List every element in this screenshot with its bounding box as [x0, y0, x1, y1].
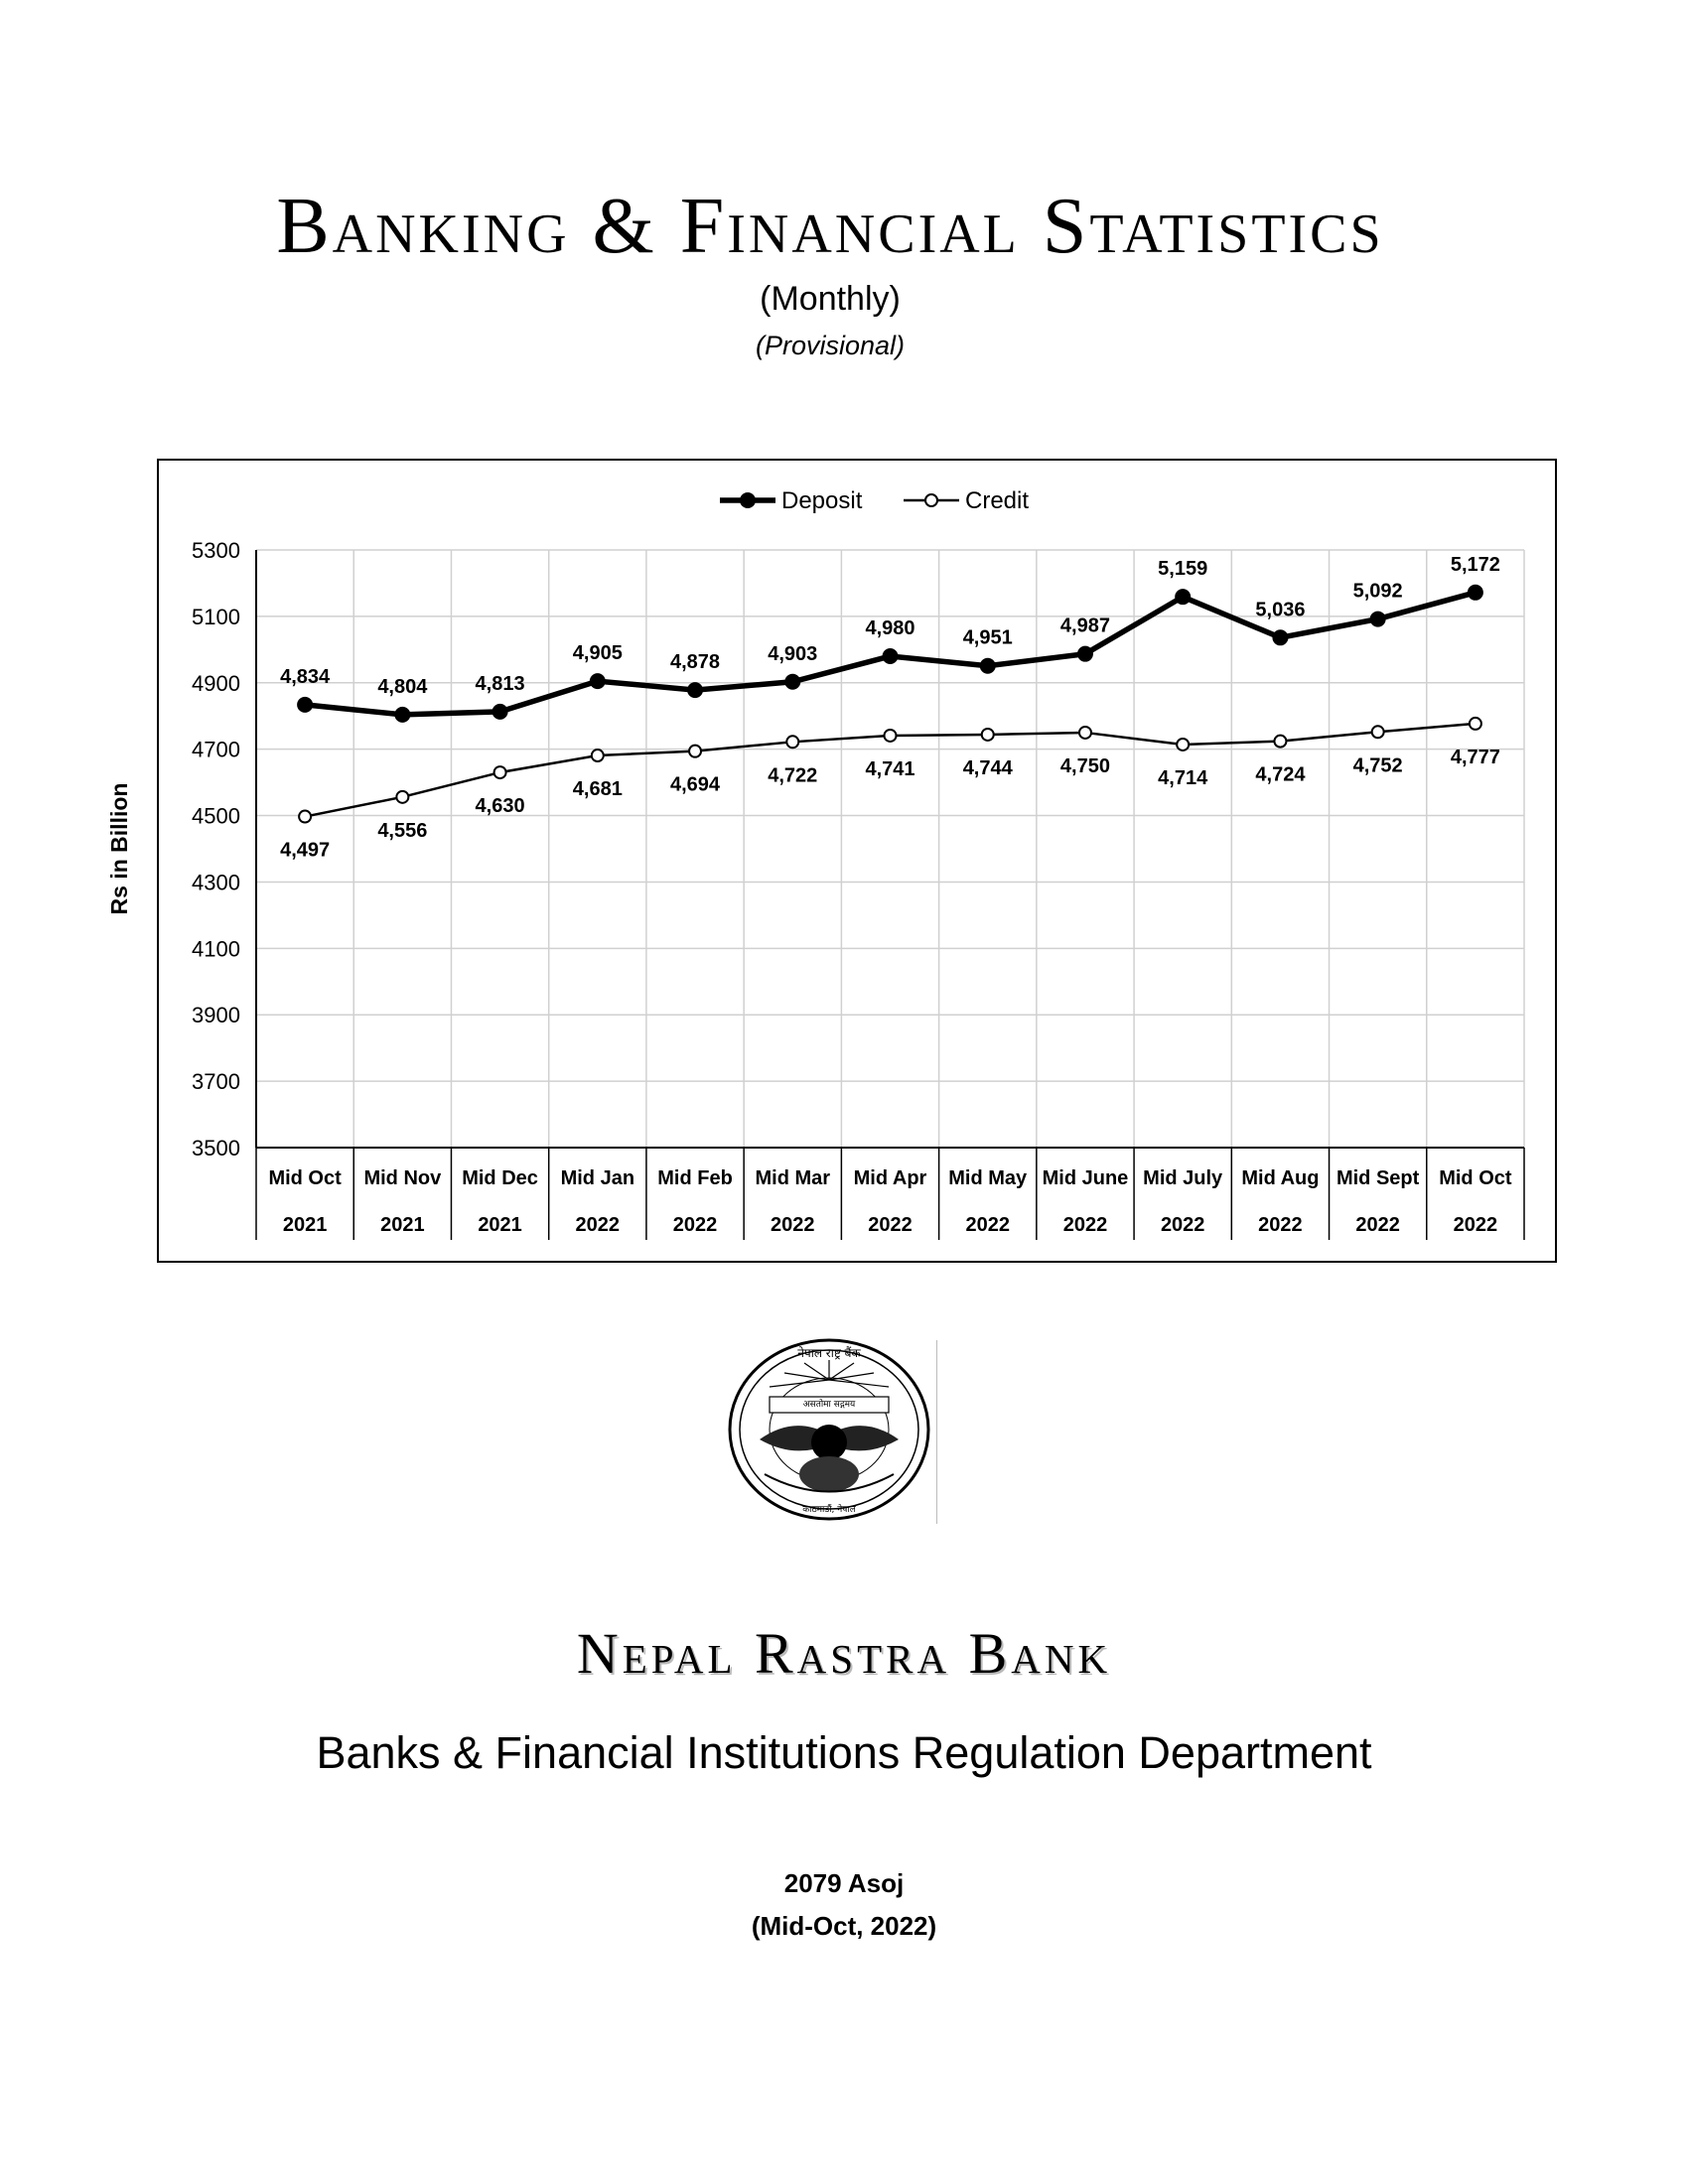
x-tick-year: 2022 — [1453, 1214, 1498, 1236]
x-tick-year: 2022 — [868, 1214, 913, 1236]
data-label-credit: 4,722 — [768, 764, 818, 787]
data-label-deposit: 5,092 — [1352, 580, 1403, 603]
x-tick-year: 2022 — [965, 1214, 1010, 1236]
credit-point — [982, 729, 994, 741]
x-tick-year: 2022 — [1355, 1214, 1400, 1236]
x-tick-year: 2022 — [1258, 1214, 1303, 1236]
x-tick-year: 2022 — [672, 1214, 718, 1236]
deposit-point — [980, 658, 996, 674]
data-label-deposit: 4,980 — [865, 617, 915, 640]
x-tick-year: 2022 — [1160, 1214, 1205, 1236]
y-axis-title: Rs in Billion — [106, 782, 132, 915]
legend-credit-label: Credit — [965, 487, 1030, 514]
data-label-credit: 4,630 — [475, 795, 525, 818]
credit-point — [592, 750, 604, 761]
deposit-point — [1468, 585, 1483, 601]
y-tick-label: 5300 — [192, 538, 240, 563]
legend-deposit-marker — [740, 492, 756, 508]
x-tick-label: Mid Mar — [755, 1167, 831, 1189]
data-label-credit: 4,724 — [1255, 763, 1306, 786]
y-tick-label: 5100 — [192, 604, 240, 629]
x-tick-year: 2021 — [282, 1214, 328, 1236]
credit-point — [1274, 736, 1286, 748]
department-name: Banks & Financial Institutions Regulation Department — [316, 1727, 1372, 1778]
seal-motto: असतोमा सद्गमय — [802, 1400, 856, 1410]
credit-point — [689, 746, 701, 757]
deposit-credit-line-chart — [106, 461, 1555, 1261]
data-label-credit: 4,681 — [572, 778, 623, 801]
provisional-note: (Provisional) — [755, 331, 906, 360]
y-tick-label: 4300 — [192, 870, 240, 895]
credit-point — [1372, 726, 1384, 738]
credit-point — [885, 730, 897, 742]
y-tick-label: 3500 — [192, 1136, 240, 1160]
page-title: Banking & Financial Statistics — [276, 183, 1384, 270]
data-label-deposit: 4,834 — [280, 665, 331, 688]
date-english: (Mid-Oct, 2022) — [751, 1911, 937, 1941]
credit-point — [299, 811, 311, 823]
credit-point — [494, 766, 506, 778]
deposit-point — [492, 704, 508, 720]
x-tick-label: Mid Nov — [363, 1167, 442, 1189]
bank-name: Nepal Rastra Bank — [576, 1621, 1112, 1686]
y-tick-label: 4700 — [192, 737, 240, 762]
credit-point — [1470, 718, 1481, 730]
data-label-credit: 4,752 — [1352, 754, 1403, 777]
deposit-point — [297, 697, 313, 713]
y-tick-label: 4100 — [192, 936, 240, 962]
credit-point — [786, 736, 798, 748]
deposit-point — [784, 674, 800, 690]
chart-frame — [106, 459, 1557, 1263]
x-tick-year: 2022 — [1062, 1214, 1108, 1236]
data-label-credit: 4,777 — [1450, 746, 1500, 768]
deposit-point — [394, 707, 410, 723]
x-tick-label: Mid Feb — [657, 1167, 733, 1189]
date-nepali: 2079 Asoj — [783, 1868, 905, 1898]
deposit-point — [1272, 629, 1288, 645]
data-label-deposit: 4,905 — [572, 642, 623, 665]
credit-point — [1177, 739, 1189, 751]
data-label-deposit: 4,813 — [475, 672, 525, 695]
data-label-deposit: 4,951 — [962, 626, 1013, 649]
x-tick-label: Mid Oct — [1439, 1167, 1512, 1189]
y-tick-label: 3900 — [192, 1003, 240, 1028]
y-tick-label: 4900 — [192, 670, 240, 696]
x-tick-year: 2021 — [478, 1214, 522, 1236]
x-tick-label: Mid May — [948, 1167, 1028, 1189]
data-label-credit: 4,744 — [962, 756, 1013, 779]
data-label-deposit: 4,878 — [670, 651, 721, 674]
data-label-credit: 4,556 — [377, 819, 428, 842]
x-tick-label: Mid June — [1042, 1167, 1129, 1189]
data-label-deposit: 5,159 — [1158, 558, 1208, 581]
x-tick-label: Mid Sept — [1336, 1167, 1420, 1189]
data-label-credit: 4,694 — [670, 773, 721, 796]
data-label-credit: 4,750 — [1059, 754, 1110, 777]
data-label-credit: 4,741 — [865, 757, 915, 780]
x-tick-label: Mid Apr — [853, 1167, 927, 1189]
x-tick-year: 2022 — [771, 1214, 815, 1236]
legend-credit-marker — [925, 494, 937, 506]
deposit-point — [1077, 646, 1093, 662]
data-label-deposit: 4,804 — [377, 675, 428, 698]
x-tick-year: 2021 — [380, 1214, 425, 1236]
seal-bottom-text: काठमाडौं, नेपाल — [802, 1505, 856, 1515]
page-subtitle: (Monthly) — [760, 280, 901, 318]
deposit-point — [1175, 589, 1191, 605]
x-tick-label: Mid Jan — [560, 1167, 635, 1189]
seal-divider — [936, 1340, 937, 1524]
deposit-point — [590, 673, 606, 689]
data-label-deposit: 5,036 — [1255, 599, 1306, 621]
nepal-rastra-bank-seal-icon — [725, 1335, 933, 1524]
x-tick-label: Mid July — [1143, 1167, 1223, 1189]
data-label-credit: 4,497 — [280, 839, 331, 862]
credit-point — [396, 791, 408, 803]
data-label-deposit: 4,987 — [1059, 614, 1110, 637]
y-tick-label: 3700 — [192, 1069, 240, 1095]
y-tick-label: 4500 — [192, 803, 240, 829]
seal-top-text: नेपाल राष्ट्र बैंक — [797, 1346, 861, 1360]
data-label-deposit: 4,903 — [768, 642, 818, 665]
legend-deposit-label: Deposit — [781, 487, 863, 514]
x-tick-label: Mid Aug — [1241, 1167, 1320, 1189]
x-tick-year: 2022 — [575, 1214, 621, 1236]
x-tick-label: Mid Oct — [268, 1167, 342, 1189]
deposit-point — [883, 648, 899, 664]
credit-point — [1079, 727, 1091, 739]
deposit-point — [687, 682, 703, 698]
data-label-deposit: 5,172 — [1450, 553, 1500, 576]
data-label-credit: 4,714 — [1158, 766, 1208, 789]
deposit-point — [1370, 612, 1386, 627]
x-tick-label: Mid Dec — [462, 1167, 538, 1189]
